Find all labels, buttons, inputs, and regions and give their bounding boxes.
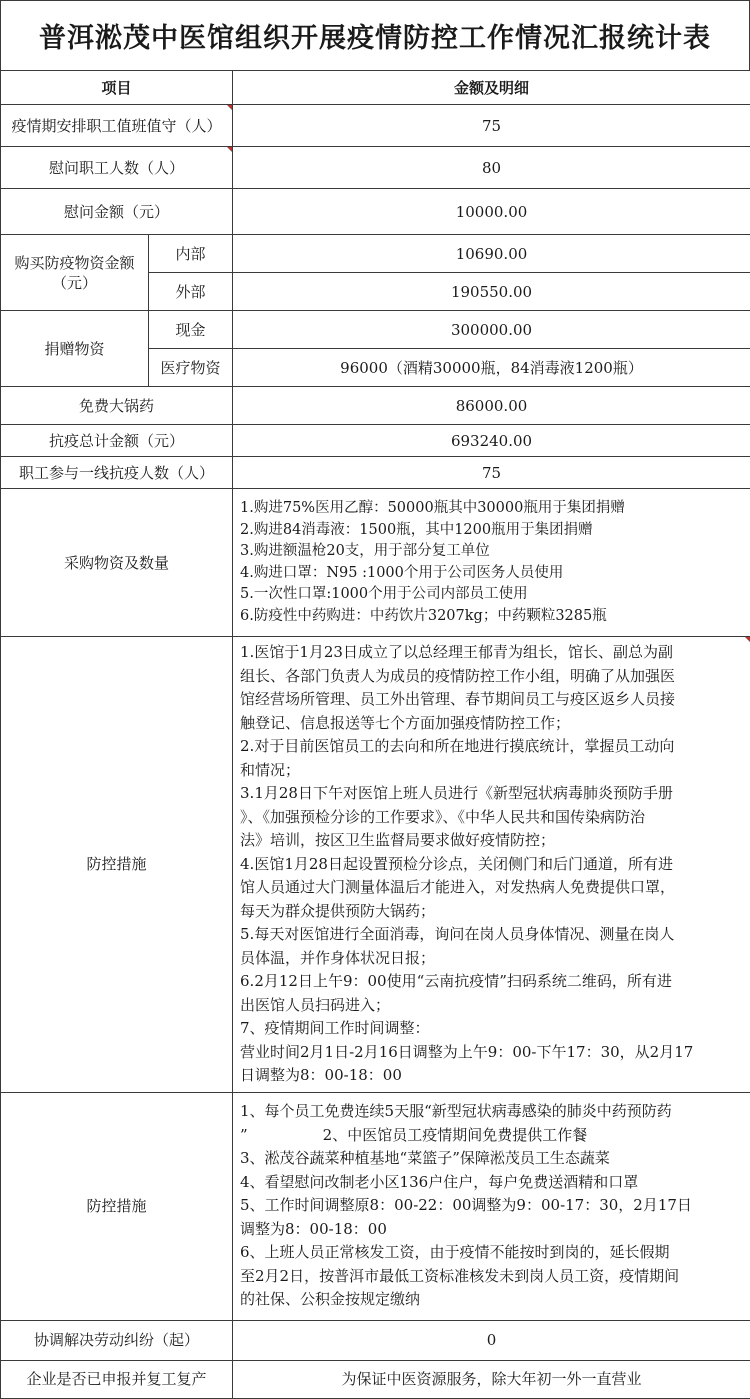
row-label-total: 抗疫总计金额（元） <box>1 425 233 457</box>
table-row <box>1 387 750 425</box>
list-item: 和情况； <box>240 759 744 783</box>
purchase-internal-value: 10690.00 <box>233 235 750 273</box>
donation-medical-value: 96000（酒精30000瓶，84消毒液1200瓶） <box>233 349 750 387</box>
list-item: 法》培训，按区卫生监督局要求做好疫情防控； <box>240 829 744 853</box>
list-item: 馆经营场所管理、员工外出管理、春节期间员工与疫区返乡人员接 <box>240 688 744 712</box>
row-value-labor: 0 <box>233 1320 750 1360</box>
measures-2-list <box>233 1092 750 1320</box>
list-item: 调整为8：00-18：00 <box>240 1218 744 1242</box>
list-item: 4.购进口罩：N95 :1000个用于公司医务人员使用 <box>240 563 744 585</box>
donation-cash-label: 现金 <box>149 311 233 349</box>
row-label-measures-2: 防控措施 <box>1 1092 233 1320</box>
row-label-measures-1: 防控措施 <box>1 637 233 1093</box>
list-item: 组长、各部门负责人为成员的疫情防控工作小组，明确了从加强医 <box>240 665 744 689</box>
donation-cash-value: 300000.00 <box>233 311 750 349</box>
list-item: 1、每个员工免费连续5天服“新型冠状病毒感染的肺炎中药预防药 <box>240 1100 744 1124</box>
table-row <box>1 311 750 349</box>
list-item: 1.医馆于1月23日成立了以总经理王郁青为组长，馆长、副总为副 <box>240 641 744 665</box>
table-row <box>1 105 750 147</box>
donation-medical-label: 医疗物资 <box>149 349 233 387</box>
list-item: 营业时间2月1日-2月16日调整为上午9：00-下午17：30，从2月17 <box>240 1041 744 1065</box>
list-item: 5.一次性口罩:1000个用于公司内部员工使用 <box>240 584 744 606</box>
row-value-free-medicine: 86000.00 <box>233 387 750 425</box>
list-item: 2.对于目前医馆员工的去向和所在地进行摸底统计，掌握员工动向 <box>240 735 744 759</box>
list-item: 》、《加强预检分诊的工作要求》、《中华人民共和国传染病防治 <box>240 806 744 830</box>
list-item: 每天为群众提供预防大锅药； <box>240 900 744 924</box>
table-row <box>1 457 750 489</box>
row-value-total: 693240.00 <box>233 425 750 457</box>
list-item: 出医馆人员扫码进入； <box>240 994 744 1018</box>
list-item: 员体温，并作身体状况日报； <box>240 947 744 971</box>
purchase-external-label: 外部 <box>149 273 233 311</box>
procurement-list <box>233 489 750 637</box>
row-value-duty: 75 <box>233 105 750 147</box>
list-item: 5、工作时间调整原8：00-22：00调整为9：00-17：30，2月17日 <box>240 1194 744 1218</box>
table-row <box>1 425 750 457</box>
list-item: 馆人员通过大门测量体温后才能进入，对发热病人免费提供口罩， <box>240 876 744 900</box>
row-label-visited: 慰问职工人数（人） <box>1 147 233 189</box>
row-value-reopen: 为保证中医资源服务，除大年初一外一直营业 <box>233 1360 750 1398</box>
table-row <box>1 1360 750 1398</box>
list-item: 4.医馆1月28日起设置预检分诊点，关闭侧门和后门通道，所有进 <box>240 853 744 877</box>
row-value-frontline: 75 <box>233 457 750 489</box>
row-label-visit-amount: 慰问金额（元） <box>1 189 233 235</box>
table-row <box>1 637 750 1093</box>
list-item: 6.2月12日上午9：00使用“云南抗疫情”扫码系统二维码，所有进 <box>240 970 744 994</box>
list-item: ” 2、中医馆员工疫情期间免费提供工作餐 <box>240 1124 744 1148</box>
list-item: 至2月2日，按普洱市最低工资标准核发未到岗人员工资，疫情期间 <box>240 1265 744 1289</box>
list-item: 3.购进额温枪20支，用于部分复工单位 <box>240 541 744 563</box>
row-label-procurement: 采购物资及数量 <box>1 489 233 637</box>
table-row <box>1 1092 750 1320</box>
row-label-labor: 协调解决劳动纠纷（起） <box>1 1320 233 1360</box>
list-item: 6.防疫性中药购进：中药饮片3207kg；中药颗粒3285瓶 <box>240 606 744 628</box>
list-item: 7、疫情期间工作时间调整： <box>240 1017 744 1041</box>
row-value-visit-amount: 10000.00 <box>233 189 750 235</box>
table-row <box>1 189 750 235</box>
header-item: 项目 <box>1 71 233 105</box>
measures-1-list <box>233 637 750 1093</box>
list-item: 6、上班人员正常核发工资，由于疫情不能按时到岗的，延长假期 <box>240 1241 744 1265</box>
table-row <box>1 147 750 189</box>
statistics-table <box>0 70 750 1399</box>
table-header-row <box>1 71 750 105</box>
row-label-donation: 捐赠物资 <box>1 311 149 387</box>
header-detail: 金额及明细 <box>233 71 750 105</box>
list-item: 日调整为8：00-18：00 <box>240 1064 744 1088</box>
row-label-frontline: 职工参与一线抗疫人数（人） <box>1 457 233 489</box>
list-item: 3.1月28日下午对医馆上班人员进行《新型冠状病毒肺炎预防手册 <box>240 782 744 806</box>
list-item: 3、淞茂谷蔬菜种植基地“菜篮子”保障淞茂员工生态蔬菜 <box>240 1147 744 1171</box>
table-row <box>1 235 750 273</box>
page-title: 普洱淞茂中医馆组织开展疫情防控工作情况汇报统计表 <box>0 0 750 70</box>
row-value-visited: 80 <box>233 147 750 189</box>
table-row <box>1 489 750 637</box>
list-item: 1.购进75%医用乙醇：50000瓶其中30000瓶用于集团捐赠 <box>240 498 744 520</box>
list-item: 2.购进84消毒液：1500瓶，其中1200瓶用于集团捐赠 <box>240 520 744 542</box>
row-label-purchase: 购买防疫物资金额（元） <box>1 235 149 311</box>
purchase-external-value: 190550.00 <box>233 273 750 311</box>
row-label-reopen: 企业是否已申报并复工复产 <box>1 1360 233 1398</box>
list-item: 的社保、公积金按规定缴纳 <box>240 1288 744 1312</box>
row-label-free-medicine: 免费大锅药 <box>1 387 233 425</box>
list-item: 触登记、信息报送等七个方面加强疫情防控工作； <box>240 712 744 736</box>
row-label-duty: 疫情期安排职工值班值守（人） <box>1 105 233 147</box>
table-row <box>1 1320 750 1360</box>
purchase-internal-label: 内部 <box>149 235 233 273</box>
list-item: 5.每天对医馆进行全面消毒，询问在岗人员身体情况、测量在岗人 <box>240 923 744 947</box>
list-item: 4、看望慰问改制老小区136户住户，每户免费送酒精和口罩 <box>240 1171 744 1195</box>
